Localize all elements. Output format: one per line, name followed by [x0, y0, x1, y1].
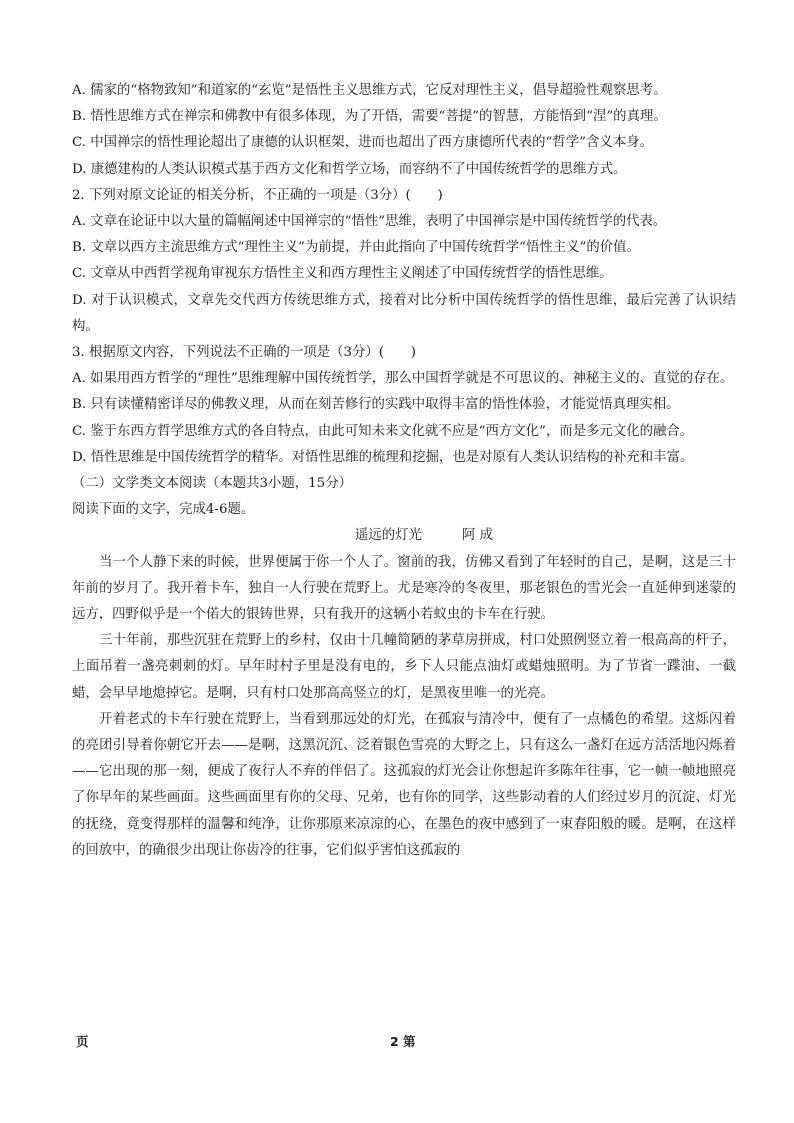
- q3-option-b: B. 只有读懂精密详尽的佛教义理，从而在刻苦修行的实践中取得丰富的悟性体验，才能觉悟真理实相。: [72, 397, 680, 413]
- q3-option-a: A. 如果用西方哲学的“理性”思维理解中国传统哲学，那么中国哲学就是不可思议的、神秘主义的、直觉的存在。: [72, 371, 734, 387]
- story-title: 遥远的灯光: [355, 528, 422, 544]
- story-author: 阿 成: [461, 528, 493, 544]
- q1-option-d: D. 康德建构的人类认识模式基于西方文化和哲学立场，而容纳不了中国传统哲学的思维方式。: [72, 161, 627, 177]
- section-instruction: 阅读下面的文字，完成4-6题。: [72, 502, 255, 518]
- q2-stem: 2. 下列对原文论证的相关分析，不正确的一项是（3分）( ): [72, 187, 443, 203]
- q2-option-a: A. 文章在论证中以大量的篇幅阐述中国禅宗的“悟性”思维，表明了中国禅宗是中国传统哲学的代表。: [72, 214, 667, 230]
- story-title-line: [72, 523, 736, 549]
- story-paragraph-1: 当一个人静下来的时候，世界便属于你一个人了。窗前的我，仿佛又看到了年轻时的自己，是啊，这是三十年前的岁月了。我开着卡车，独自一人行驶在荒野上。尤是寒冷的冬夜里，那老银色的雪光会一直延伸到迷蒙的远方，四野似乎是一个偌大的银铸世界，只有我开的这辆小若蚁虫的卡车在行驶。: [72, 554, 736, 623]
- section-heading: （二）文学类文本阅读（本题共3小题，15分）: [72, 476, 352, 492]
- q3-option-d: D. 悟性思维是中国传统哲学的精华。对悟性思维的梳理和挖掘，也是对原有人类认识结构的补充和丰富。: [72, 449, 694, 465]
- q3-stem: 3. 根据原文内容，下列说法不正确的一项是（3分）( ): [72, 345, 416, 361]
- page-content: [72, 78, 736, 864]
- q1-option-a: A. 儒家的“格物致知”和道家的“玄览”是悟性主义思维方式，它反对理性主义，倡导超验性观察思考。: [72, 83, 667, 98]
- q2-option-c: C. 文章从中西哲学视角审视东方悟性主义和西方理性主义阐述了中国传统哲学的悟性思维。: [72, 266, 613, 282]
- q2-option-b: B. 文章以西方主流思维方式“理性主义”为前提，并由此指向了中国传统哲学“悟性主义”的价值。: [72, 240, 640, 256]
- page-number: 2 第: [390, 1034, 416, 1049]
- q2-option-d: D. 对于认识模式，文章先交代西方传统思维方式，接着对比分析中国传统哲学的悟性思维，最后完善了认识结构。: [72, 292, 736, 334]
- q1-option-b: B. 悟性思维方式在禅宗和佛教中有很多体现，为了开悟，需要“菩提”的智慧，方能悟到“涅”的真理。: [72, 109, 667, 125]
- story-paragraph-3: 开着老式的卡车行驶在荒野上，当看到那远处的灯光，在孤寂与清冷中，便有了一点橘色的希望。这烁闪着的亮团引导着你朝它开去——是啊，这黑沉沉、泛着银色雪亮的大野之上，只有这么一盏灯在远方活活地闪烁着——它出现的那一刻，便成了夜行人不弃的伴侣了。这孤寂的灯光会让你想起许多陈年往事，它一帧一帧地照亮了你早年的某些画面。这些画面里有你的父母、兄弟，也有你的同学，这些影动着的人们经过岁月的沉淀、灯光的抚绕，竟变得那样的温馨和纯净，让你那原来凉凉的心，在墨色的夜中感到了一束春阳般的暖。是啊，在这样的回放中，的确很少出现让你齿冷的往事，它们似乎害怕这孤寂的: [72, 711, 736, 858]
- q3-option-c: C. 鉴于东西方哲学思维方式的各自特点，由此可知未来文化就不应是“西方文化”，而是多元文化的融合。: [72, 423, 694, 439]
- story-paragraph-2: 三十年前，那些沉驻在荒野上的乡村，仅由十几幢简陋的茅草房拼成，村口处照例竖立着一根高高的杆子，上面吊着一盏亮刺刺的灯。早年时村子里是没有电的，乡下人只能点油灯或蜡烛照明。为了节省一蹀油、一截蜡，会早早地熄掉它。是啊，只有村口处那高高竖立的灯，是黑夜里唯一的光亮。: [72, 633, 736, 701]
- footer-left: 页: [76, 1034, 89, 1049]
- q1-option-c: C. 中国禅宗的悟性理论超出了康德的认识框架，进而也超出了西方康德所代表的“哲学”含义本身。: [72, 135, 653, 151]
